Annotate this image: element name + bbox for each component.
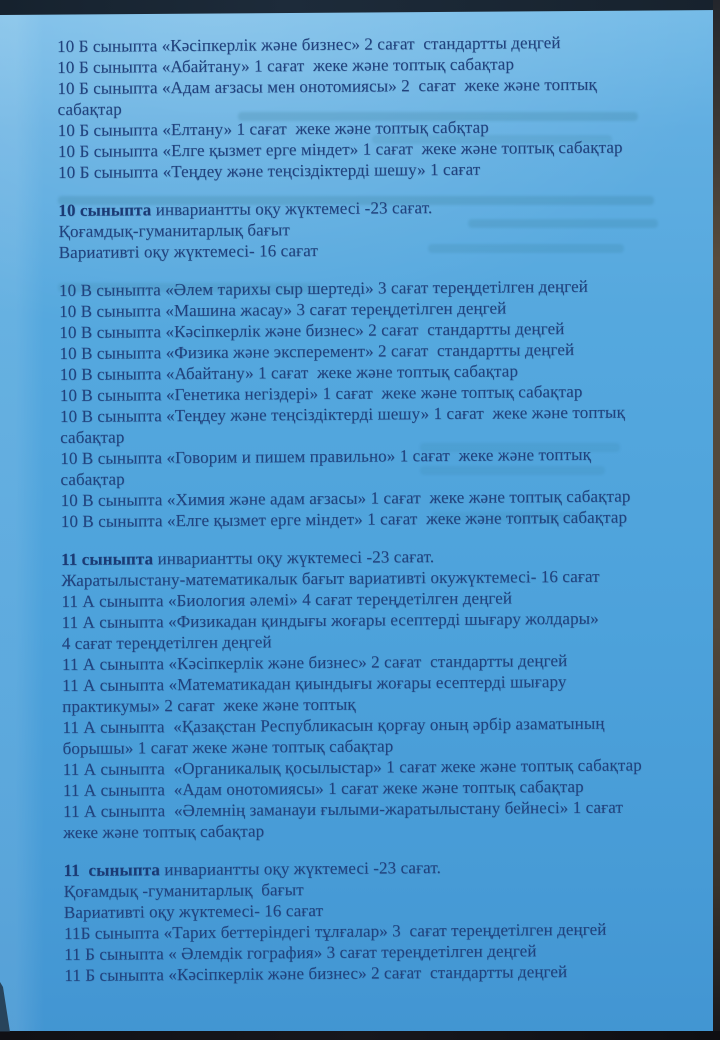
text-line: 10 В сыныпта «Абайтану» 1 сағат жеке және топтық сабақтар xyxy=(59,361,519,384)
photo-edge-right xyxy=(713,0,720,1040)
text-line: 10 В сыныпта «Кәсіпкерлік және бизнес» 2 сағат стандартты деңгей xyxy=(59,319,565,342)
text-line: жеке және топтық сабақтар xyxy=(63,821,265,842)
text-line: 10 В сыныпта «Теңдеу және теңсіздіктерді шешу» 1 сағат жеке және топтық xyxy=(59,402,625,426)
photo-edge-bottom xyxy=(0,1031,720,1040)
text-line: 11 А сыныпта «Әлемнің заманауи ғылыми-жаратылыстану бейнесі» 1 сағат xyxy=(63,797,624,821)
photo-corner-bottom-left xyxy=(0,982,10,1032)
text-line: Қоғамдық-гуманитарлық бағыт xyxy=(58,220,290,241)
text-line: 11 А сыныпта «Органикалық қосылыстар» 1 сағат жеке және топтық сабақтар xyxy=(62,755,642,779)
section-grade-11a-invariant-and-courses xyxy=(61,544,703,843)
text-line: 10 В сыныпта «Генетика негіздері» 1 сағат жеке және топтық сабақтар xyxy=(59,381,583,405)
text-line: 11 А сыныпта «Физикадан қиндығы жоғары есептерді шығару жолдары» xyxy=(61,608,599,632)
text-line: Жаратылыстану-математикалык бағыт вариативті окужүктемесі- 16 сағат xyxy=(61,566,600,590)
section-grade-10-invariant-summary xyxy=(58,195,698,263)
text-line: 10 Б сыныпта «Елге қызмет ерге міндет» 1 сағат жеке және топтық сабақтар xyxy=(57,137,623,161)
text-line: 11 А сыныпта «Адам онотомиясы» 1 сағат жеке және топтық сабақтар xyxy=(62,776,584,800)
text-line: 11 А сыныпта «Қазақстан Республикасын қорғау оның әрбір азаматының xyxy=(62,713,605,737)
text-line: Қоғамдық -гуманитарлық бағыт xyxy=(63,880,304,901)
text-line: борышы» 1 сағат жеке және топтық сабақтар xyxy=(62,736,394,758)
text-line: 10 Б сыныпта «Елтану» 1 сағат жеке және топтық сабқтар xyxy=(57,117,489,140)
text-line: Вариативті оқу жүктемесі- 16 сағат xyxy=(63,900,324,922)
text-line: 10 В сыныпта «Говорим и пишем правильно» 1 сағат жеке және топтық xyxy=(60,444,592,468)
text-line: 10 В сыныпта «Физика және эксперемент» 2 сағат стандартты деңгей xyxy=(59,339,575,363)
text-line: 11Б сыныпта «Тарих беттеріндегі тұлғалар» 3 сағат тереңдетілген деңгей xyxy=(63,919,607,943)
page-text xyxy=(57,31,704,986)
text-line: 10 Б сыныпта «Абайтану» 1 сағат жеке және топтық сабақтар xyxy=(57,54,515,77)
text-line: 10 Б сыныпта «Адам ағзасы мен онотомиясы» 2 сағат жеке және топтық xyxy=(57,74,597,98)
section-grade-11b-invariant-and-courses xyxy=(63,855,704,986)
text-line-rest: инвариантты оқу жүктемесі -23 сағат. xyxy=(151,198,433,220)
text-line-bold-lead: 10 сыныпта xyxy=(58,200,152,220)
section-grade-10b-variative-courses xyxy=(57,31,698,183)
text-line: 10 В сыныпта «Елге қызмет ерге міндет» 1 сағат жеке және топтық сабақтар xyxy=(60,507,628,531)
text-line-bold-lead: 11 сыныпта xyxy=(61,549,154,569)
text-line: сабақтар xyxy=(57,99,122,119)
text-line: 10 В сыныпта «Әлем тарихы сыр шертеді» 3 сағат тереңдетілген деңгей xyxy=(58,276,588,300)
text-line: 11 А сыныпта «Кәсіпкерлік және бизнес» 2 сағат стандартты деңгей xyxy=(61,651,568,674)
text-line-bold-lead: 11 сыныпта xyxy=(63,860,161,880)
text-line-rest: инвариантты оқу жүктемесі -23 сағат. xyxy=(159,858,441,880)
text-line: 11 Б сыныпта «Кәсіпкерлік және бизнес» 2 сағат стандартты деңгей xyxy=(64,962,568,985)
text-line: Вариативті оқу жүктемесі- 16 сағат xyxy=(58,240,319,262)
photo-edge-top xyxy=(0,0,720,15)
text-line: сабақтар xyxy=(60,469,125,489)
text-line: 11 Б сыныпта « Әлемдік гография» 3 сағат тереңдетілген деңгей xyxy=(64,941,537,964)
text-line: 4 сағат тереңдетілген деңгей xyxy=(61,632,272,653)
text-line: 11 А сыныпта «Биология әлемі» 4 сағат тереңдетілген деңгей xyxy=(61,588,513,611)
section-grade-10v-variative-courses xyxy=(59,275,701,532)
text-line: сабақтар xyxy=(60,427,125,447)
text-line: 10 В сыныпта «Машина жасау» 3 сағат тереңдетілген деңгей xyxy=(59,298,507,321)
text-line: 10 Б сыныпта «Теңдеу және теңсіздіктерді шешу» 1 сағат xyxy=(57,159,481,182)
text-line: 10 В сыныпта «Химия және адам ағзасы» 1 сағат жеке және топтық сабақтар xyxy=(60,486,631,510)
text-line-rest: инвариантты оқу жүктемесі -23 сағат. xyxy=(153,547,435,569)
text-line: 10 Б сыныпта «Кәсіпкерлік және бизнес» 2 сағат стандартты деңгей xyxy=(57,33,561,56)
text-line: 11 А сыныпта «Математикадан қиындығы жоғары есептерді шығару xyxy=(62,672,567,695)
text-line: практикумы» 2 сағат жеке және топтық xyxy=(62,694,356,716)
